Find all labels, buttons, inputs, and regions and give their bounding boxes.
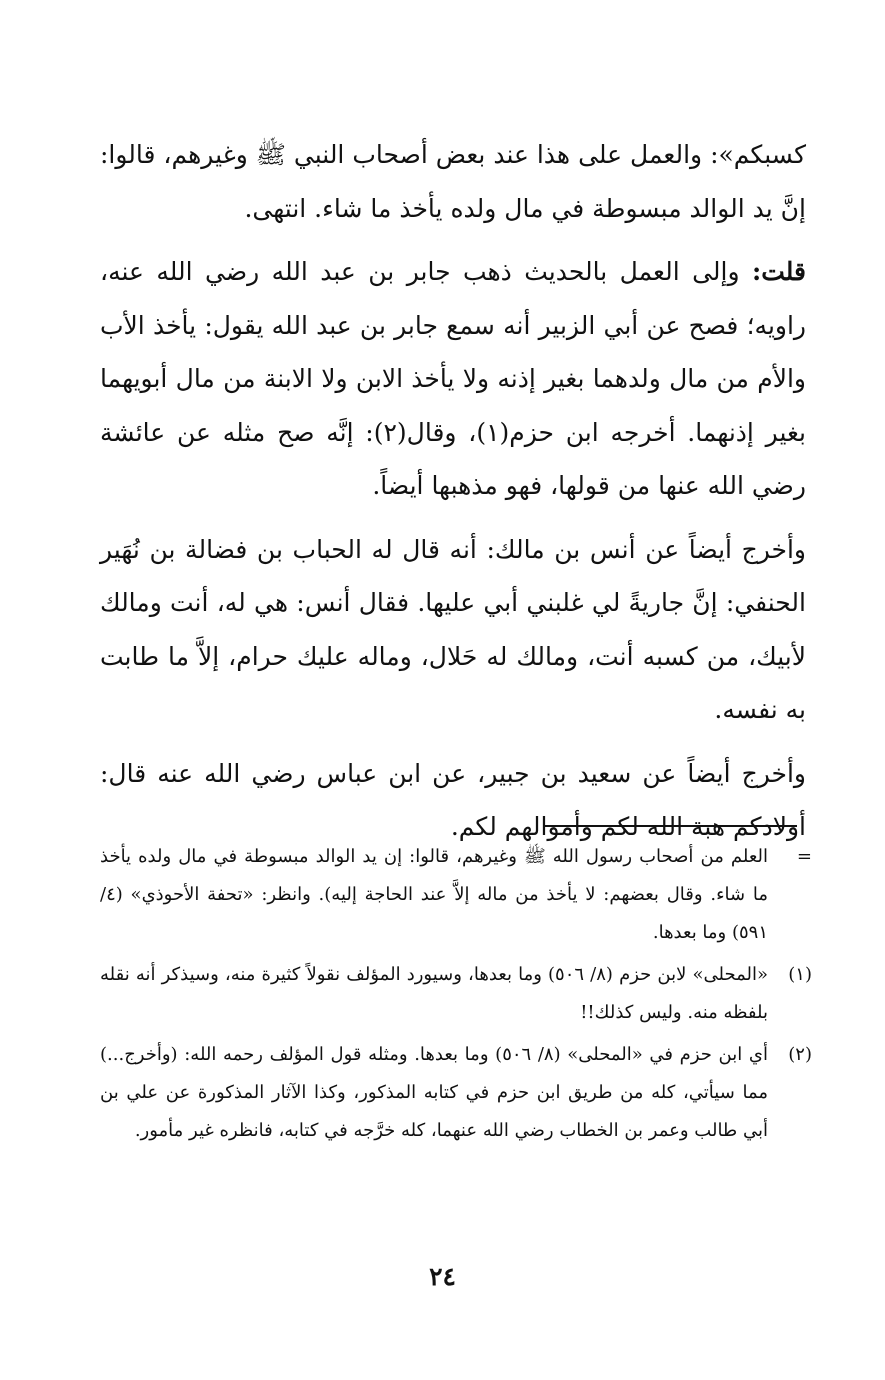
footnote-mark: = [796, 846, 812, 867]
footnote-1 [100, 956, 812, 1032]
footnote-separator [545, 825, 797, 827]
paragraph-text: وإلى العمل بالحديث ذهب جابر بن عبد الله رضي الله عنه، راويه؛ فصح عن أبي الزبير أنه سمع جابر بن عبد الله يقول: يأخذ الأب والأم من مال ولدهما بغير إذنه ولا يأخذ الابن ولا الابنة من مال أبويهما بغير إذنهما. أخرجه ابن حزم(١)، وقال(٢): إنَّه صح مثله عن عائشة رضي الله عنها من قولها، فهو مذهبها أيضاً. [100, 257, 807, 500]
footnotes [100, 838, 812, 1154]
footnote-mark: (١) [788, 964, 812, 985]
paragraph-3 [100, 523, 806, 737]
paragraph-2 [100, 245, 806, 513]
paragraph-text: وأخرج أيضاً عن سعيد بن جبير، عن ابن عباس رضي الله عنه قال: أولادكم هبة الله لكم وأموالهم لكم. [100, 758, 806, 841]
paragraph-1 [100, 128, 806, 235]
paragraph-lead: قلت: [751, 257, 806, 286]
footnote-text: «المحلى» لابن حزم (٨/ ٥٠٦) وما بعدها، وسيورد المؤلف نقولاً كثيرة منه، وسيذكر أنه نقله بلفظه منه. وليس كذلك!! [100, 964, 768, 1023]
paragraph-text: وأخرج أيضاً عن أنس بن مالك: أنه قال له الحباب بن فضالة بن نُهَير الحنفي: إنَّ جاريةً لي غلبني أبي عليها. فقال أنس: هي له، أنت ومالك لأبيك، من كسبه أنت، ومالك له حَلال، وماله عليك حرام، إلاَّ ما طابت به نفسه. [100, 534, 806, 724]
footnote-text: العلم من أصحاب رسول الله ﷺ وغيرهم، قالوا: إن يد الوالد مبسوطة في مال ولده يأخذ ما شاء. وقال بعضهم: لا يأخذ من ماله إلاَّ عند الحاجة إليه). وانظر: «تحفة الأحوذي» (٤/ ٥٩١) وما بعدها. [100, 846, 768, 943]
main-text [100, 128, 806, 864]
footnote-continuation [100, 838, 812, 952]
footnote-mark: (٢) [788, 1044, 812, 1065]
paragraph-text: كسبكم»: والعمل على هذا عند بعض أصحاب النبي ﷺ وغيرهم، قالوا: إنَّ يد الوالد مبسوطة في مال ولده يأخذ ما شاء. انتهى. [100, 140, 806, 223]
footnote-2 [100, 1036, 812, 1150]
footnote-text: أي ابن حزم في «المحلى» (٨/ ٥٠٦) وما بعدها. ومثله قول المؤلف رحمه الله: (وأخرج...) مما سيأتي، كله من طريق ابن حزم في كتابه المذكور، وكذا الآثار المذكورة عن علي بن أبي طالب وعمر بن الخطاب رضي الله عنهما، كله خرَّجه في كتابه، فانظره غير مأمور. [100, 1044, 768, 1141]
page-number: ٢٤ [429, 1262, 456, 1291]
